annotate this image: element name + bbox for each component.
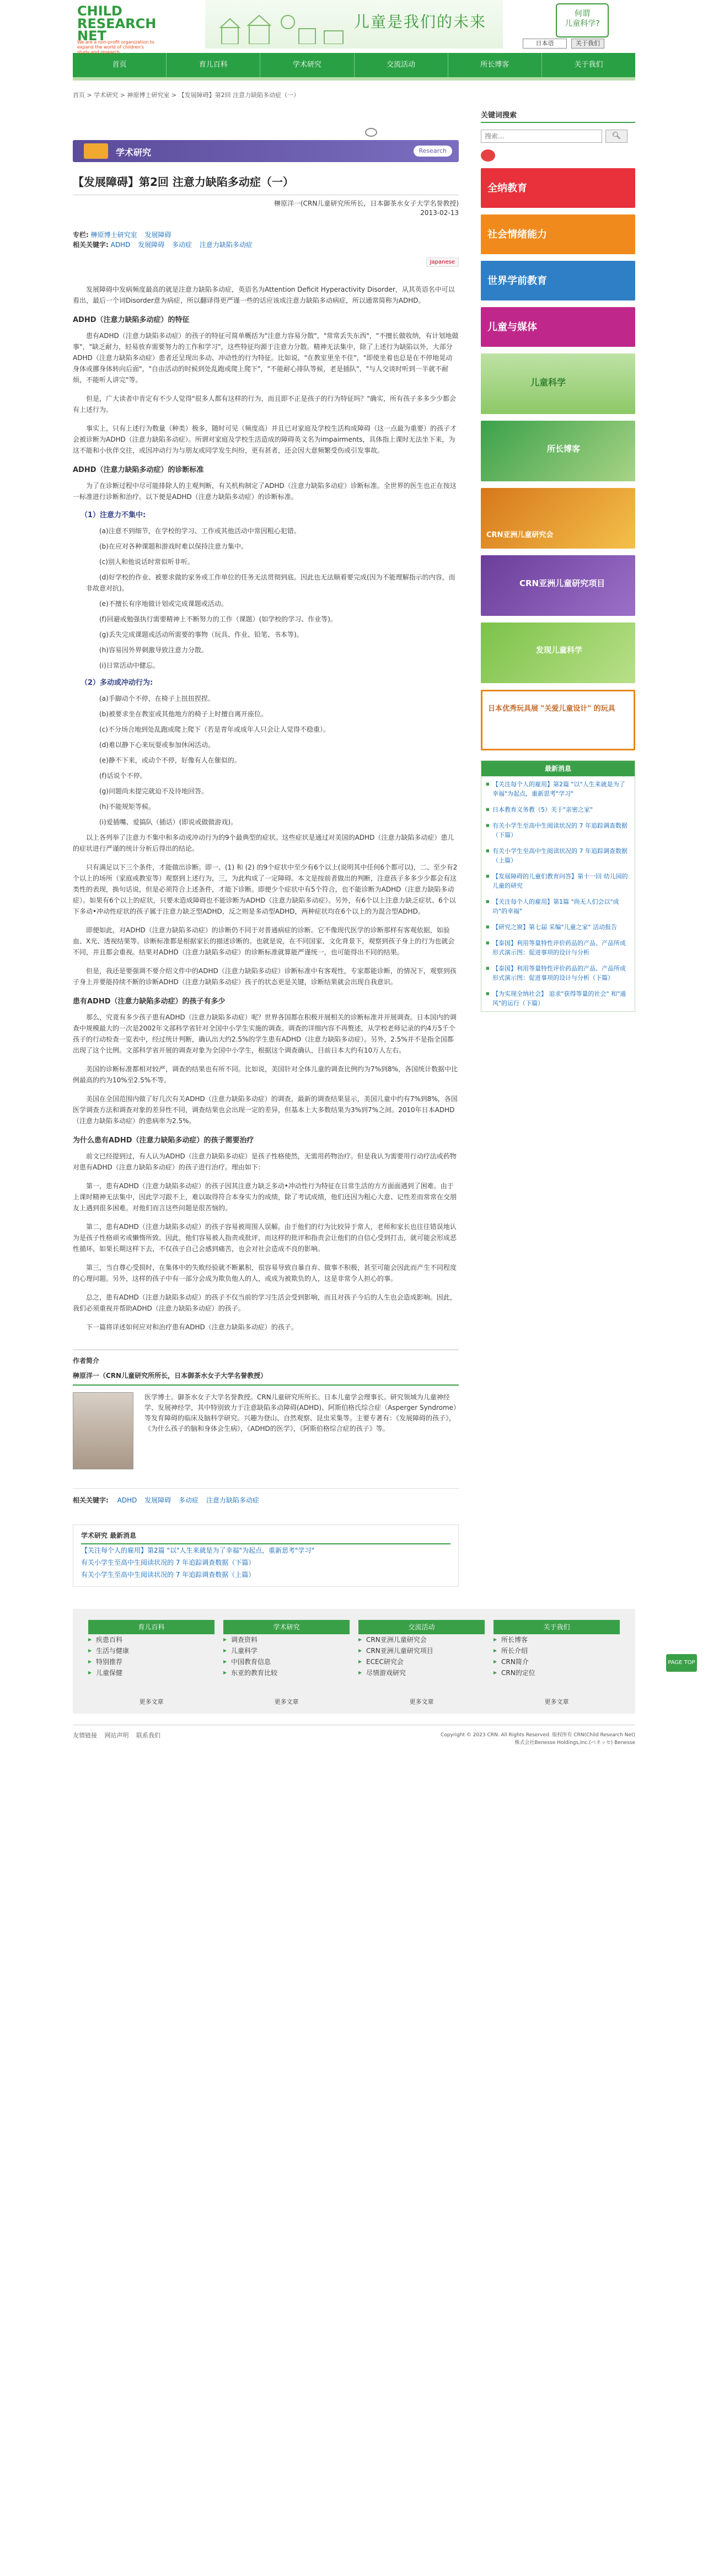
- criteria-item: (c)不分场合地到处乱跑或爬上爬下（若是青年或成年人只会让人觉得不稳重）。: [99, 726, 330, 733]
- footer-link[interactable]: ▶ 特别推荐: [88, 1656, 214, 1667]
- keyword-link[interactable]: ADHD: [117, 1496, 137, 1504]
- nav-home[interactable]: 首页: [73, 53, 167, 77]
- footer-link[interactable]: ▶ 儿童科学: [223, 1645, 350, 1656]
- footer-col-research: [223, 1620, 350, 1706]
- latest-item[interactable]: 【关注每个人的雇用】第2篇 "以"人生来就是为了幸福"为起点，重新思考"学习": [81, 1547, 315, 1554]
- criteria-item: (c)别人和他说话时常似听非听。: [99, 558, 194, 566]
- listen-icon[interactable]: [365, 128, 377, 137]
- keyword-search-title: 关键词搜索: [481, 109, 635, 123]
- news-item[interactable]: ■ 【发展障碍的儿童们教育问答】第十一回 幼儿园的儿童的研究: [481, 868, 635, 894]
- criteria-item: (e)静不下来，或动个不停，好像有人在催似的。: [99, 756, 241, 764]
- footer-link[interactable]: ▶ CRN亚洲儿童研究会: [358, 1634, 485, 1645]
- weibo-icon[interactable]: [481, 149, 495, 162]
- footer-col-parenting: [88, 1620, 214, 1706]
- section-heading: 患有ADHD（注意力缺陷多动症）的孩子有多少: [73, 997, 226, 1006]
- footer-link[interactable]: ▶ 尽情游戏研究: [358, 1667, 485, 1678]
- footer: [73, 1609, 635, 1714]
- sidebar: [481, 109, 635, 1587]
- author-name: 榊原洋一（CRN儿童研究所所长，日本御茶水女子大学名誉教授）: [73, 1371, 459, 1386]
- criteria-item: (h)容易因外界刺激导致注意力分散。: [99, 646, 208, 654]
- logo-line3: NET: [77, 28, 106, 44]
- latest-news: [481, 760, 635, 1012]
- keyword-link[interactable]: 发展障碍: [144, 1496, 171, 1504]
- bottom-bar: [73, 1725, 635, 1747]
- nav-director-blog[interactable]: 所长博客: [448, 53, 542, 77]
- keyword-link[interactable]: ADHD: [110, 241, 131, 249]
- bottom-link[interactable]: 友情链接: [73, 1732, 97, 1739]
- category-title: 学术研究: [116, 147, 152, 158]
- footer-link[interactable]: ▶ CRN亚洲儿童研究项目: [358, 1645, 485, 1656]
- criteria-item: (f)回避或勉强执行需要精神上不断努力的工作（课题）(如学校的学习、作业等)。: [99, 615, 337, 623]
- news-item[interactable]: ■ 【泰国】利用等量特性评价药品的产品、产品所成形式演示图：促进事项的设计与分析（下篇）: [481, 960, 635, 986]
- author-photo: [73, 1392, 133, 1469]
- footer-link[interactable]: ▶ 儿童保健: [88, 1667, 214, 1678]
- main-column: [73, 109, 459, 1587]
- footer-link[interactable]: ▶ 疾患百科: [88, 1634, 214, 1645]
- keyword-link[interactable]: 多动症: [172, 241, 192, 249]
- related-keywords: [73, 1488, 459, 1505]
- paragraph: 第三，当自尊心受损时，在集体中的失败经验就不断累积，很容易导致自暴自弃、做事不积极，甚至可能会因此而产生不同程度的心理问题。另外，这样的孩子中有一部分会成为欺负他人的人，或成为被欺负的人，这是非常令人担心的事。: [73, 1264, 457, 1282]
- criteria-item: (d)难以静下心来玩耍或参加休闲活动。: [99, 741, 214, 749]
- footer-link[interactable]: ▶ 中国教育信息: [223, 1656, 350, 1667]
- logo-line2: RESEARCH: [77, 16, 157, 31]
- latest-item[interactable]: 有关小学生至高中生阅读状况的 7 年追踪调查数据（下篇）: [81, 1559, 255, 1566]
- author-bio: 医学博士。御茶水女子大学名誉教授。CRN儿童研究所所长。日本儿童学会理事长。研究领域为儿童神经学、发展神经学，其中特别致力于注意缺陷多动障碍(ADHD)、阿斯伯格氏综合症（Asperger Syndrome）等发育障碍的临床及脑科学研究。兴趣为登山、自然观察、昆虫采集等。主要专著有：《发展障碍的孩子》，《为什么孩子的脑和身体会生病》，《ADHD的医学》，《阿斯伯格综合症的孩子》等。: [144, 1393, 457, 1432]
- footer-link[interactable]: ▶ 东亚的教育比较: [223, 1667, 350, 1678]
- nav-events[interactable]: 交流活动: [355, 53, 448, 77]
- column-label: 专栏:: [73, 231, 89, 239]
- keyword-link[interactable]: 注意力缺陷多动症: [199, 241, 253, 249]
- nav-parenting[interactable]: 育儿百科: [167, 53, 260, 77]
- main-nav: [73, 53, 635, 80]
- article-body: [73, 284, 459, 1333]
- paragraph: 事实上，只有上述行为数量（种类）极多，随时可见（频度高）并且已对家庭及学校生活构成障碍（这一点最为重要）的孩子才会被诊断为ADHD（注意力缺陷多动症）。所谓对家庭及学校生活造成的障碍英文名为impairments，具体指上课时无法坐下来，为这不能和小伙伴交往，或因冲动行为与朋友或同学发生纠纷，更有甚者，还会因大意频繁受伤或引发事故。: [73, 425, 457, 454]
- section-heading: ADHD（注意力缺陷多动症）的特征: [73, 316, 190, 324]
- footer-col-head[interactable]: 育儿百科: [88, 1620, 214, 1634]
- paragraph: 以上各列举了注意力不集中和多动或冲动行为的9个最典型的症状。这些症状是通过对美国的ADHD（注意力缺陷多动症）患儿的症状进行严谨的统计分析后得出的结论。: [73, 834, 454, 852]
- what-is-child-science-button[interactable]: 何谓 儿童科学?: [556, 3, 609, 37]
- banner-child-science[interactable]: 儿童科学: [481, 353, 635, 414]
- author-profile: [73, 1349, 459, 1469]
- criteria-item: (h)不能规矩等候。: [99, 803, 155, 811]
- header: [73, 0, 635, 55]
- paragraph: 美国在全国范围内做了好几次有关ADHD（注意力缺陷多动症）的调查，最新的调查结果显示，美国儿童中约有7%到8%，各国医学调查方法和调查对象的差异性不同，调查结果也会出现一定的差异，但基本上大多数结果为3%到7%之间。2010年日本ADHD（注意力缺陷多动症）的患病率为2.5%。: [73, 1095, 458, 1125]
- news-item[interactable]: ■ 【泰国】利用等量特性评价药品的产品、产品所成形式演示图：促进事项的设计与分析: [481, 935, 635, 960]
- banner-inclusive-education[interactable]: 全纳教育: [481, 168, 635, 208]
- criteria-item: (i)日常活动中健忘。: [99, 662, 159, 669]
- criteria-item: (f)话说个不停。: [99, 772, 147, 780]
- latest-item[interactable]: 有关小学生至高中生阅读状况的 7 年追踪调查数据（上篇）: [81, 1571, 255, 1579]
- banner-director-blog[interactable]: 所长博客: [481, 421, 635, 481]
- footer-link[interactable]: ▶ ECEC研究会: [358, 1656, 485, 1667]
- banner-crn-asia-project[interactable]: CRN亚洲儿童研究项目: [481, 555, 635, 616]
- paragraph: 为了在诊断过程中尽可能排除人的主观判断，有关机构制定了ADHD（注意力缺陷多动症）诊断标准。全世界的医生也正在按这一标准进行诊断和治疗。以下便是ADHD（注意力缺陷多动症）的诊断标准。: [73, 482, 457, 501]
- banner-toy-award[interactable]: 日本优秀玩具展 "关爱儿童设计" 的玩具: [481, 690, 635, 750]
- japanese-version-link[interactable]: Japanese: [426, 257, 459, 267]
- subsection-heading: （2）多动或冲动行为:: [81, 679, 153, 687]
- criteria-item: (d)好学校的作业、被要求做的家务或工作单位的任务无法贯彻到底。因此也无法顺着要完成(因为不能理解指示的内容，而非故意对抗)。: [86, 573, 455, 592]
- criteria-item: (a)手脚动个不停，在椅子上扭扭捏捏。: [99, 695, 214, 702]
- paragraph: 发展障碍中发病频度最高的就是注意力缺陷多动症，英语名为Attention Deficit Hyperactivity Disorder，从其英语名中可以看出，最后一个词Disorder意为病症，所以翻译得更严谨一些的话应该成注意力缺陷多动病症，所以通常简称为ADHD。: [73, 286, 455, 304]
- motto: 儿童是我们的未来: [354, 13, 487, 31]
- criteria-item: (e)不擅长有序地做计划或完成课题或活动。: [99, 600, 228, 608]
- category-en: Research: [414, 146, 452, 157]
- footer-link[interactable]: ▶ CRN的定位: [494, 1667, 620, 1678]
- latest-research-box: [73, 1525, 459, 1587]
- keyword-link[interactable]: 发展障碍: [138, 241, 165, 249]
- banner-world-preschool[interactable]: 世界学前教育: [481, 261, 635, 300]
- footer-link[interactable]: ▶ 所长博客: [494, 1634, 620, 1645]
- search-icon[interactable]: 🔍︎: [605, 130, 627, 143]
- article-title: 【发展障碍】第2回 注意力缺陷多动症（一）: [73, 173, 459, 195]
- news-item[interactable]: ■ 有关小学生至高中生阅读状况的 7 年追踪调查数据（下篇）: [481, 818, 635, 843]
- paragraph: 第一，患有ADHD（注意力缺陷多动症）的孩子因其注意力缺乏多动•冲动性行为特征在日常生活的方方面面遇到了困难。由于上课时精神无法集中，因此学习跟不上，难以取得符合本身实力的成绩，除了考试成绩，他们还因为粗心大意、记性差而常常在交朋友上遇到很多困难。对他们而言这些问题是很苦恼的。: [73, 1182, 457, 1212]
- criteria-item: (i)爱插嘴、爱搞队（插话）(即说或做做游戏)。: [99, 818, 238, 826]
- news-item[interactable]: ■ 【为实现全纳社会】 追求"获得等量的社会" 和"通风"的运行（下篇）: [481, 986, 635, 1011]
- houses-illustration: [216, 11, 348, 44]
- more-link[interactable]: 更多文章: [409, 1698, 434, 1705]
- footer-col-head[interactable]: 学术研究: [223, 1620, 350, 1634]
- footer-link[interactable]: ▶ 所长介绍: [494, 1645, 620, 1656]
- subsection-heading: （1）注意力不集中:: [81, 511, 146, 519]
- copyright: Copyright © 2023 CRN. All Rights Reserved. 版权所有 CRN(Child Research Net): [441, 1732, 635, 1738]
- article-author: 榊原洋一(CRN儿童研究所所长，日本御茶水女子大学名誉教授): [273, 200, 459, 207]
- page-top-button[interactable]: PAGE TOP: [666, 1654, 697, 1672]
- paragraph: 总之，患有ADHD（注意力缺陷多动症）的孩子不仅当前的学习生活会受到影响，而且对孩子今后的人生也会造成影响。因此，我们必须重视并帮助ADHD（注意力缺陷多动症）的孩子。: [73, 1294, 457, 1312]
- footer-col-about: [494, 1620, 620, 1706]
- article-date: 2013-02-13: [420, 209, 459, 217]
- criteria-item: (b)在应对各种课题和游戏时难以保持注意力集中。: [99, 543, 248, 550]
- paragraph: 即便如此，对ADHD（注意力缺陷多动症）的诊断仍不同于对普通病症的诊断。它不像现代医学的诊断那样有客观依据，如验血、X光、透视结果等。诊断标准都是根据家长的描述诊断的。也就是说，在不同国家、文化背景下，观察到孩子身上的行为也就会不同，并且都会重视。结果对ADHD（注意力缺陷多动症）的诊断标准就算能严谨统一，也可能得出不同的结果。: [73, 926, 455, 956]
- paragraph: 美国的诊断标准都相对较严，调查的结果也有所不同。比如说，美国针对全体儿童的调查比例约为7%到8%，各国统计数据中比例最高的约为10%至2.5%不等。: [73, 1065, 458, 1084]
- tagline: We are a non-profit organization to expand the world of children's study and research: [77, 40, 154, 55]
- banner-discover-child-science[interactable]: 发现儿童科学: [481, 622, 635, 683]
- paragraph: 只有满足以下三个条件，才能做出诊断。即一、(1) 和 (2) 的9个症状中至少有6个以上(说明其中任何6个都可以)，二、至少有2个以上的场所（家庭或教室等）观察到上述行为，三，为此构成了一定障碍。本文是按前者做出的判断，注意孩子多多少少都会有这类性的表现，换句话说，但是必须符合上述条件，才能下诊断。即便少个症状中有5个符合，也不能诊断为ADHD（注意力缺陷多动症）。如果有6个以上的症状，只要未造成障碍也不能诊断为ADHD（注意力缺陷多动症）。另外，有6个以上注意力缺乏症状、6个以下多动•冲动性症状的孩子属于注意力缺乏型ADHD，反之则是多动型ADHD，两种症状均在6个以上的为混合型ADHD。: [73, 863, 458, 915]
- footer-link[interactable]: ▶ CRN简介: [494, 1656, 620, 1667]
- criteria-item: (b)被要求坐在教室或其他地方的椅子上时擅自离开座位。: [99, 710, 267, 718]
- paragraph: 第二，患有ADHD（注意力缺陷多动症）的孩子容易被周围人误解。由于他们的行为比较异于常人，老师和家长也往往错误地认为是孩子性格顽劣或懒惰所致。因此，他们容易被人指责或批评，而这样的批评和指责会让他们的自信心受到打击，就可能会形成恶性循环，如果长期这样下去，不仅孩子自己会感到痛苦，也会对社会造成不良的影响。: [73, 1223, 457, 1253]
- about-us-button[interactable]: 关于我们: [571, 39, 604, 49]
- banner-crn-asia-forum[interactable]: CRN亚洲儿童研究会: [481, 488, 635, 549]
- logo-line1: CHILD: [77, 3, 122, 19]
- latest-research-head: 学术研究 最新消息: [81, 1531, 450, 1544]
- paragraph: 下一篇将详述如何应对和治疗患有ADHD（注意力缺陷多动症）的孩子。: [86, 1323, 298, 1331]
- keywords-label: 相关关键字:: [73, 241, 109, 249]
- footer-col-events: [358, 1620, 485, 1706]
- nav-research[interactable]: 学术研究: [260, 53, 354, 77]
- section-heading: ADHD（注意力缺陷多动症）的诊断标准: [73, 466, 204, 474]
- category-header: [73, 140, 459, 162]
- column-link[interactable]: 发展障碍: [144, 231, 171, 239]
- breadcrumb[interactable]: 首页 > 学术研究 > 神原博士研究室 > 【发展障碍】第2回 注意力缺陷多动症（一）: [73, 92, 300, 99]
- language-select[interactable]: 日本语: [523, 39, 567, 49]
- latest-news-head: 最新消息: [481, 761, 635, 776]
- more-link[interactable]: 更多文章: [544, 1698, 569, 1705]
- search-input[interactable]: [481, 130, 602, 143]
- news-item[interactable]: ■ 【关注每个人的雇用】第1篇 "尚无人们会以"成功"的幸福": [481, 894, 635, 919]
- news-item[interactable]: ■ 【关注每个人的雇用】第2篇 "以"人生来就是为了幸福"为起点，重新思考"学习": [481, 776, 635, 802]
- related-keywords-label: 相关关键字:: [73, 1496, 109, 1504]
- footer-col-head[interactable]: 交流活动: [358, 1620, 485, 1634]
- news-item[interactable]: ■ 有关小学生至高中生阅读状况的 7 年追踪调查数据（上篇）: [481, 843, 635, 868]
- paragraph: 那么，究竟有多少孩子患有ADHD（注意力缺陷多动症）呢？世界各国都在积极开展相关的诊断标准并开展调查。日本国内的调查中规模最大的一次是2002年文部科学省针对全国中小学生实施的调查。调查的详细内容不再赘述，从学校老师记录的约4万5千个孩子的行动检查一览表中，经过统计判断，确认出大约2.5%的学生患有ADHD（注意力缺陷多动症）。另外，2.5%并不是指全国都出现了这个比例。文部科学省开展的调查对象为全国中小学生，根据这个调查确认，目前日本大约有10万人左右。: [73, 1013, 457, 1054]
- column-link[interactable]: 榊原博士研究室: [90, 231, 137, 239]
- section-heading: 为什么患有ADHD（注意力缺陷多动症）的孩子需要治疗: [73, 1136, 254, 1145]
- nav-about[interactable]: 关于我们: [574, 61, 603, 69]
- footer-link[interactable]: ▶ 调查资料: [223, 1634, 350, 1645]
- footer-link[interactable]: ▶ 生活与健康: [88, 1645, 214, 1656]
- paragraph: 但是，广大读者中肯定有不少人觉得"很多人都有这样的行为，而且即不正是孩子的行为特征吗？"确实，所有孩子多多少少都会有上述行为。: [73, 395, 457, 414]
- bottom-link[interactable]: 网站声明: [104, 1732, 129, 1739]
- paragraph: 但是，我还是要强调不要介绍文件中的ADHD（注意力缺陷多动症）诊断标准中有客观性，专家都能诊断，的情况下，观察到孩子身上并要能持续不断的诊断ADHD（注意力缺陷多动症）孩子的状态更是关键，诊断结果就会出现自我意识。: [73, 967, 457, 986]
- bottom-link[interactable]: 联系我们: [136, 1732, 160, 1739]
- news-item[interactable]: ■ 日本教育义务教（5）关于"亲密之家": [481, 802, 635, 818]
- more-link[interactable]: 更多文章: [139, 1698, 164, 1705]
- footer-col-head[interactable]: 关于我们: [494, 1620, 620, 1634]
- criteria-item: (g)丢失完成课题或活动所需要的事物（玩具、作业、铅笔、书本等)。: [99, 631, 303, 638]
- news-item[interactable]: ■ 【研究之窗】第七届 采编"儿童之家" 活动报告: [481, 919, 635, 935]
- research-icon: [84, 143, 108, 159]
- header-banner: [205, 0, 503, 49]
- article-tags: [73, 230, 459, 250]
- paragraph: 患有ADHD（注意力缺陷多动症）的孩子的特征可简单概括为"注意力容易分散"，"常常丢失东西"，"不擅长做收纳，有计划地做事"，"缺乏耐力，轻易放弃需要努力的工作和学习"，这些特征均源于注意力分散。精神无法集中，除了上述行为缺陷以外，大部分ADHD（注意力缺陷多动症）患者还呈现出多动、冲动性的行为特征。比如说，"在教室里坐不住"，"即使坐着也总是在不停地晃动身体或挪身体转向后面"，"自由活动的时候到处乱跑或爬上爬下"，"不能耐心排队等候，老是插队"，"与人交谈时听到一半就不耐烦，不能听人讲完"等。: [73, 332, 459, 384]
- more-link[interactable]: 更多文章: [274, 1698, 299, 1705]
- copyright-benesse: 株式会社Benesse Holdings,Inc.(ベネッセ) Benesse: [514, 1740, 635, 1746]
- keyword-link[interactable]: 注意力缺陷多动症: [206, 1496, 259, 1504]
- criteria-item: (g)问题尚未提完就迫不及待地回答。: [99, 787, 208, 795]
- criteria-item: (a)注意不到细节，在学校的学习、工作或其他活动中常因粗心犯错。: [99, 527, 301, 535]
- paragraph: 前文已经提到过，有人认为ADHD（注意力缺陷多动症）是孩子性格使然，无需用药物治疗。但是我认为需要用行动疗法或药物对患有ADHD（注意力缺陷多动症）的孩子进行治疗。理由如下：: [73, 1152, 457, 1171]
- keyword-link[interactable]: 多动症: [179, 1496, 199, 1504]
- banner-children-media[interactable]: 儿童与媒体: [481, 307, 635, 347]
- author-profile-label: 作者简介: [73, 1357, 100, 1365]
- banner-social-emotional[interactable]: 社会情绪能力: [481, 214, 635, 254]
- logo[interactable]: [77, 3, 165, 44]
